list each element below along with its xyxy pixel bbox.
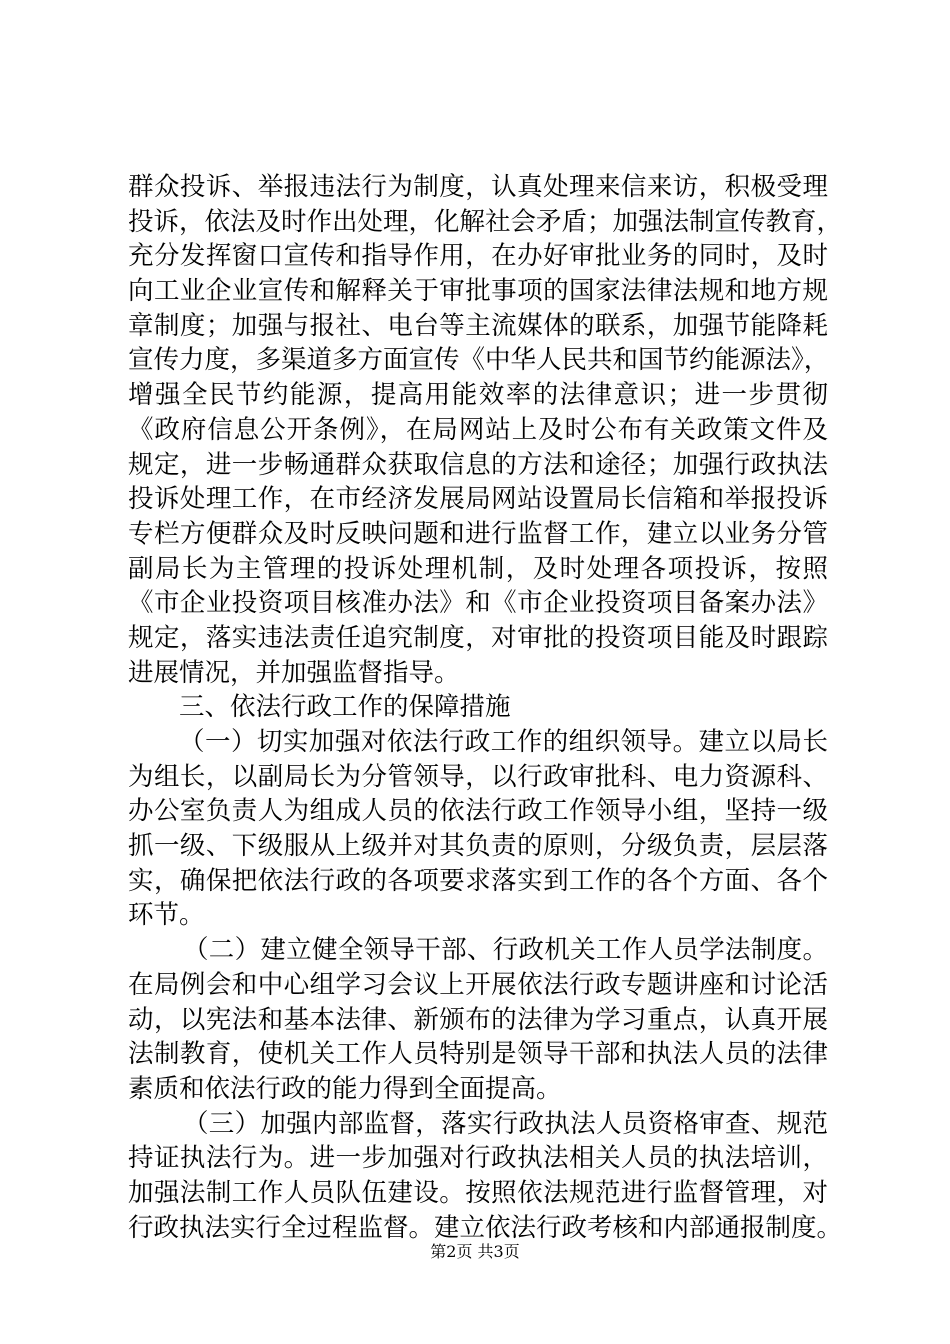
text-line: 加强法制工作人员队伍建设。按照依法规范进行监督管理，对 xyxy=(128,1177,828,1208)
text-line: 法制教育，使机关工作人员特别是领导干部和执法人员的法律 xyxy=(128,1039,828,1070)
text-line: 宣传力度，多渠道多方面宣传《中华人民共和国节约能源法》， xyxy=(128,345,830,376)
paragraph-first-line: （一）切实加强对依法行政工作的组织领导。建立以局长 xyxy=(179,727,828,757)
text-line: 实，确保把依法行政的各项要求落实到工作的各个方面、各个 xyxy=(128,865,828,896)
text-line: 副局长为主管理的投诉处理机制，及时处理各项投诉，按照 xyxy=(128,553,828,584)
text-line: 动，以宪法和基本法律、新颁布的法律为学习重点，认真开展 xyxy=(128,1004,828,1035)
text-line: 章制度；加强与报社、电台等主流媒体的联系，加强节能降耗 xyxy=(128,310,828,341)
text-line: 行政执法实行全过程监督。建立依法行政考核和内部通报制度。 xyxy=(128,1212,843,1243)
text-line: 抓一级、下级服从上级并对其负责的原则，分级负责，层层落 xyxy=(128,831,828,862)
text-line: 规定，进一步畅通群众获取信息的方法和途径；加强行政执法 xyxy=(128,449,828,480)
text-line: 素质和依法行政的能力得到全面提高。 xyxy=(128,1073,562,1104)
section-heading: 三、依法行政工作的保障措施 xyxy=(179,692,511,723)
text-line: 办公室负责人为组成人员的依法行政工作领导小组，坚持一级 xyxy=(128,796,828,827)
document-body xyxy=(128,170,843,1245)
text-line: 专栏方便群众及时反映问题和进行监督工作，建立以业务分管 xyxy=(128,518,828,549)
page-number-label: 第2页 共3页 xyxy=(430,1242,520,1261)
text-line: 持证执法行为。进一步加强对行政执法相关人员的执法培训， xyxy=(128,1143,828,1174)
text-line: 群众投诉、举报违法行为制度，认真处理来信来访，积极受理 xyxy=(128,172,828,202)
text-line: 规定，落实违法责任追究制度，对审批的投资项目能及时跟踪 xyxy=(128,622,828,653)
text-line: 为组长，以副局长为分管领导，以行政审批科、电力资源科、 xyxy=(128,761,828,792)
text-line: 在局例会和中心组学习会议上开展依法行政专题讲座和讨论活 xyxy=(128,969,828,1000)
text-line: 环节。 xyxy=(128,900,205,931)
text-line: 投诉，依法及时作出处理，化解社会矛盾；加强法制宣传教育， xyxy=(128,206,843,237)
paragraph-first-line: （三）加强内部监督，落实行政执法人员资格审查、规范 xyxy=(183,1108,828,1139)
text-line: 充分发挥窗口宣传和指导作用，在办好审批业务的同时，及时 xyxy=(128,241,828,272)
text-line: 进展情况，并加强监督指导。 xyxy=(128,657,460,688)
text-line: 《市企业投资项目核准办法》和《市企业投资项目备案办法》 xyxy=(128,588,828,619)
text-line: 向工业企业宣传和解释关于审批事项的国家法律法规和地方规 xyxy=(128,276,828,307)
text-line: 《政府信息公开条例》，在局网站上及时公布有关政策文件及 xyxy=(128,414,828,445)
text-line: 增强全民节约能源，提高用能效率的法律意识；进一步贯彻 xyxy=(128,380,828,411)
page-footer xyxy=(0,1239,950,1262)
paragraph-first-line: （二）建立健全领导干部、行政机关工作人员学法制度。 xyxy=(183,935,828,966)
text-line: 投诉处理工作，在市经济发展局网站设置局长信箱和举报投诉 xyxy=(128,484,828,515)
